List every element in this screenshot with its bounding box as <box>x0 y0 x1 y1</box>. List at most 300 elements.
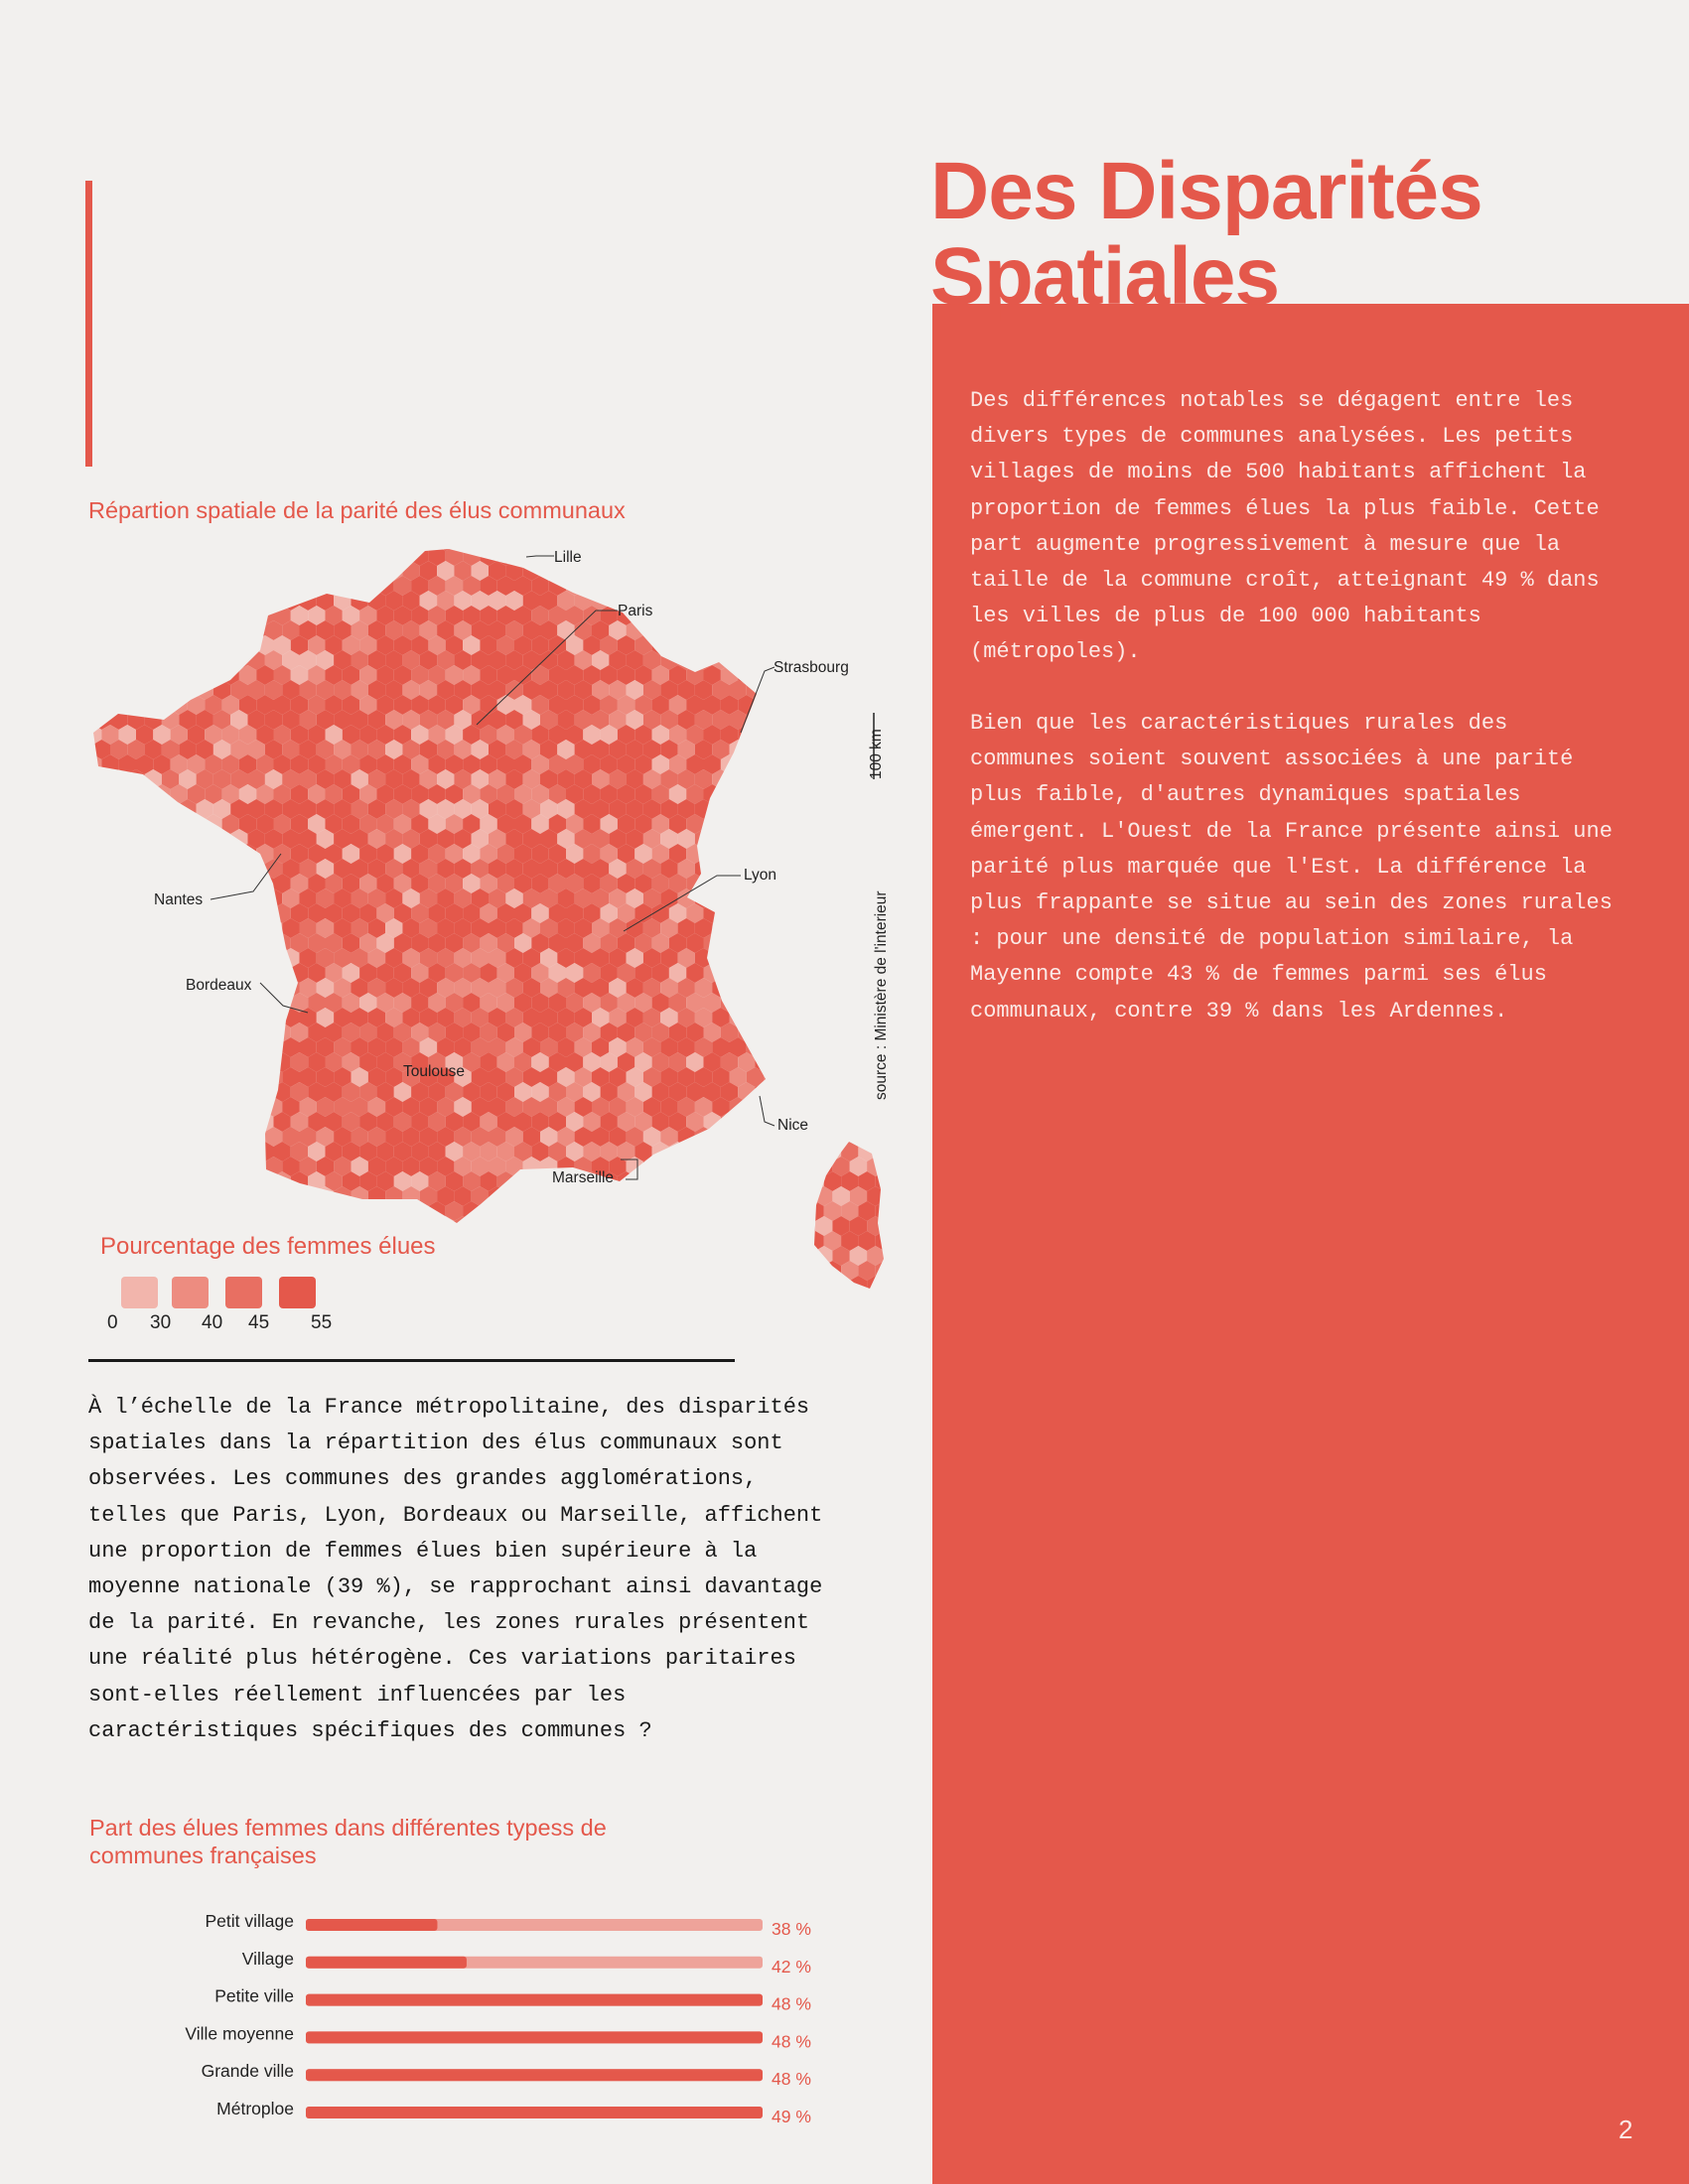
map-hex <box>171 635 188 655</box>
map-hex <box>815 680 832 700</box>
map-hex <box>75 1276 92 1291</box>
map-hex <box>197 948 213 968</box>
map-hex <box>730 531 747 551</box>
map-hex <box>127 1097 144 1117</box>
map-hex <box>721 606 738 625</box>
map-hex <box>798 1067 815 1087</box>
map-hex <box>747 888 764 908</box>
map-hex <box>686 1261 703 1281</box>
map-hex <box>119 1052 136 1072</box>
map-hex <box>162 591 179 611</box>
map-hex <box>205 665 221 685</box>
map-hex <box>660 591 677 611</box>
map-hex <box>93 680 110 700</box>
map-hex <box>188 1142 205 1161</box>
map-hex <box>93 591 110 611</box>
map-hex <box>807 844 824 864</box>
map-hex <box>239 993 256 1013</box>
map-hex <box>197 859 213 879</box>
map-hex <box>704 576 721 596</box>
map-hex <box>858 546 875 566</box>
map-hex <box>592 1246 609 1266</box>
map-hex <box>618 1261 634 1281</box>
map-hex <box>197 1157 213 1176</box>
map-hex <box>540 1216 557 1236</box>
map-hex <box>747 948 764 968</box>
map-hex <box>197 591 213 611</box>
map-hex <box>824 606 841 625</box>
map-hex <box>815 1037 832 1057</box>
map-hex <box>171 933 188 953</box>
map-hex <box>704 1201 721 1221</box>
map-hex <box>815 978 832 998</box>
map-hex <box>747 1246 764 1266</box>
map-hex <box>884 1186 894 1206</box>
map-hex <box>747 769 764 789</box>
map-hex <box>222 844 239 864</box>
legend-swatch-3 <box>225 1277 262 1308</box>
map-hex <box>75 1008 92 1027</box>
map-hex <box>747 531 764 551</box>
map-hex <box>101 1112 118 1132</box>
legend-swatch-2 <box>172 1277 209 1308</box>
city-label-toulouse: Toulouse <box>403 1063 466 1080</box>
map-hex <box>583 1231 600 1251</box>
map-hex <box>773 993 789 1013</box>
map-hex <box>162 918 179 938</box>
bar-value-label: 49 % <box>772 2107 811 2124</box>
map-hex <box>730 561 747 581</box>
map-hex <box>282 561 299 581</box>
map-hex <box>756 903 773 923</box>
map-hex <box>712 561 729 581</box>
map-hex <box>119 1201 136 1221</box>
map-hex <box>136 784 153 804</box>
map-hex <box>222 874 239 893</box>
map-hex <box>239 546 256 566</box>
map-hex <box>446 1231 463 1251</box>
map-hex <box>764 1097 780 1117</box>
map-hex <box>575 531 592 551</box>
map-hex <box>747 918 764 938</box>
map-hex <box>764 1037 780 1057</box>
map-hex <box>798 710 815 730</box>
map-hex <box>867 531 884 551</box>
map-hex <box>514 1261 531 1281</box>
map-hex <box>127 531 144 551</box>
map-hex <box>764 888 780 908</box>
map-hex <box>695 1216 712 1236</box>
map-hex <box>738 784 755 804</box>
map-hex <box>523 1216 540 1236</box>
map-hex <box>807 963 824 983</box>
map-hex <box>789 725 806 745</box>
map-hex <box>136 1023 153 1042</box>
map-hex <box>110 561 127 581</box>
map-hex <box>127 948 144 968</box>
map-hex <box>93 948 110 968</box>
map-hex <box>618 546 634 566</box>
map-hex <box>162 1157 179 1176</box>
map-hex <box>101 963 118 983</box>
map-hex <box>540 531 557 551</box>
map-hex <box>171 1142 188 1161</box>
map-hex <box>205 933 221 953</box>
map-hex <box>712 1216 729 1236</box>
map-hex <box>841 725 858 745</box>
map-hex <box>850 561 867 581</box>
map-hex <box>721 784 738 804</box>
map-hex <box>205 903 221 923</box>
map-hex <box>489 1246 505 1266</box>
map-hex <box>162 1186 179 1206</box>
map-hex <box>807 903 824 923</box>
map-hex <box>686 576 703 596</box>
map-hex <box>101 1171 118 1191</box>
map-hex <box>867 561 884 581</box>
map-hex <box>730 591 747 611</box>
map-hex <box>652 1171 669 1191</box>
map-hex <box>738 546 755 566</box>
map-hex <box>764 740 780 759</box>
map-hex <box>179 591 196 611</box>
map-hex <box>188 546 205 566</box>
map-hex <box>773 754 789 774</box>
map-hex <box>764 978 780 998</box>
map-hex <box>721 1261 738 1281</box>
map-hex <box>84 933 101 953</box>
map-hex <box>721 933 738 953</box>
map-hex <box>738 606 755 625</box>
map-hex <box>256 576 273 596</box>
map-hex <box>841 963 858 983</box>
map-hex <box>747 1008 764 1027</box>
city-label-bordeaux: Bordeaux <box>186 977 252 994</box>
map-hex <box>256 963 273 983</box>
map-hex <box>721 1231 738 1251</box>
map-hex <box>824 695 841 715</box>
map-hex <box>566 1201 583 1221</box>
map-hex <box>756 754 773 774</box>
map-hex <box>634 1231 651 1251</box>
map-hex <box>850 680 867 700</box>
map-hex <box>136 874 153 893</box>
map-hex <box>764 1276 780 1291</box>
map-hex <box>188 844 205 864</box>
map-hex <box>540 1276 557 1291</box>
map-hex <box>704 844 721 864</box>
map-hex <box>824 1082 841 1102</box>
map-hex <box>712 799 729 819</box>
map-hex <box>789 844 806 864</box>
map-hex <box>291 576 308 596</box>
map-hex <box>712 888 729 908</box>
map-hex <box>420 531 437 551</box>
map-hex <box>205 874 221 893</box>
map-hex <box>867 799 884 819</box>
map-hex <box>446 1261 463 1281</box>
map-hex <box>274 1201 291 1221</box>
map-hex <box>773 844 789 864</box>
map-hex <box>188 606 205 625</box>
map-hex <box>230 1008 247 1027</box>
map-hex <box>101 993 118 1013</box>
map-hex <box>197 918 213 938</box>
map-hex <box>695 561 712 581</box>
map-hex <box>359 1201 376 1221</box>
map-hex <box>239 1112 256 1132</box>
map-hex <box>660 1246 677 1266</box>
map-hex <box>669 1201 686 1221</box>
map-hex <box>858 576 875 596</box>
map-hex <box>832 1097 849 1117</box>
map-hex <box>145 1067 162 1087</box>
map-hex <box>678 1276 695 1291</box>
map-hex <box>171 1082 188 1102</box>
map-hex <box>781 710 798 730</box>
map-hex <box>832 710 849 730</box>
map-hex <box>540 1246 557 1266</box>
map-hex <box>815 829 832 849</box>
map-hex <box>858 695 875 715</box>
map-hex <box>93 531 110 551</box>
map-hex <box>781 1216 798 1236</box>
map-hex <box>205 635 221 655</box>
map-hex <box>197 1127 213 1147</box>
map-hex <box>686 1201 703 1221</box>
map-hex <box>730 1157 747 1176</box>
map-hex <box>867 620 884 640</box>
map-hex <box>781 918 798 938</box>
map-hex <box>308 576 325 596</box>
map-hex <box>832 1067 849 1087</box>
map-hex <box>781 1067 798 1087</box>
map-hex <box>609 1246 626 1266</box>
map-hex <box>205 1023 221 1042</box>
map-hex <box>256 993 273 1013</box>
bar <box>306 1919 437 1931</box>
map-hex <box>618 1201 634 1221</box>
map-hex <box>669 546 686 566</box>
map-hex <box>274 546 291 566</box>
map-hex <box>730 1186 747 1206</box>
legend-tick-45: 45 <box>248 1312 270 1333</box>
map-hex <box>153 993 170 1013</box>
map-hex <box>832 1127 849 1147</box>
map-hex <box>712 531 729 551</box>
map-hex <box>756 784 773 804</box>
map-hex <box>841 903 858 923</box>
map-hex <box>738 635 755 655</box>
map-hex <box>127 561 144 581</box>
map-hex <box>773 1231 789 1251</box>
map-hex <box>712 1157 729 1176</box>
map-hex <box>145 1037 162 1057</box>
bar <box>306 1957 467 1969</box>
map-hex <box>815 799 832 819</box>
map-hex <box>75 561 92 581</box>
map-hex <box>832 1037 849 1057</box>
map-hex <box>463 1231 480 1251</box>
map-hex <box>643 1276 660 1291</box>
map-hex <box>171 1023 188 1042</box>
map-hex <box>489 1276 505 1291</box>
map-hex <box>832 918 849 938</box>
map-hex <box>127 1037 144 1057</box>
map-hex <box>127 859 144 879</box>
map-hex <box>179 918 196 938</box>
map-hex <box>756 933 773 953</box>
map-hex <box>179 620 196 640</box>
map-hex <box>197 829 213 849</box>
map-hex <box>205 606 221 625</box>
map-hex <box>704 1231 721 1251</box>
map-hex <box>634 576 651 596</box>
map-hex <box>188 814 205 834</box>
map-hex <box>798 978 815 998</box>
map-hex <box>248 1186 265 1206</box>
map-hex <box>411 1261 428 1281</box>
map-hex <box>101 903 118 923</box>
map-hex <box>781 1276 798 1291</box>
map-hex <box>162 1008 179 1027</box>
map-hex <box>789 754 806 774</box>
map-hex <box>807 635 824 655</box>
map-hex <box>876 1112 893 1132</box>
map-hex <box>824 635 841 655</box>
map-hex <box>162 829 179 849</box>
map-hex <box>798 948 815 968</box>
map-hex <box>101 844 118 864</box>
map-hex <box>119 933 136 953</box>
map-hex <box>75 769 92 789</box>
map-hex <box>730 978 747 998</box>
map-hex <box>781 531 798 551</box>
map-hex <box>326 1201 343 1221</box>
map-hex <box>93 978 110 998</box>
city-label-nice: Nice <box>777 1117 809 1134</box>
map-hex <box>704 546 721 566</box>
map-hex <box>197 1008 213 1027</box>
map-hex <box>162 1067 179 1087</box>
map-hex <box>136 546 153 566</box>
map-hex <box>205 1112 221 1132</box>
map-hex <box>807 814 824 834</box>
bar-value-label: 38 % <box>772 1919 811 1939</box>
map-hex <box>781 1097 798 1117</box>
map-hex <box>188 1023 205 1042</box>
map-hex <box>781 1008 798 1027</box>
map-hex <box>222 1142 239 1161</box>
map-hex <box>162 1097 179 1117</box>
map-hex <box>773 1201 789 1221</box>
map-hex <box>136 1201 153 1221</box>
map-hex <box>876 844 893 864</box>
map-hex <box>756 695 773 715</box>
legend-tick-55: 55 <box>311 1312 333 1333</box>
map-hex <box>789 933 806 953</box>
map-hex <box>669 1171 686 1191</box>
map-hex <box>549 1261 566 1281</box>
map-hex <box>222 903 239 923</box>
map-hex <box>773 606 789 625</box>
map-hex <box>514 1171 531 1191</box>
map-hex <box>601 1231 618 1251</box>
map-hex <box>789 1231 806 1251</box>
map-hex <box>850 769 867 789</box>
map-hex <box>505 531 522 551</box>
map-hex <box>213 1157 230 1176</box>
map-hex <box>876 546 893 566</box>
map-hex <box>162 978 179 998</box>
map-hex <box>454 1276 471 1291</box>
map-hex <box>841 814 858 834</box>
map-hex <box>807 606 824 625</box>
map-hex <box>213 650 230 670</box>
map-hex <box>145 1157 162 1176</box>
map-hex <box>627 1186 643 1206</box>
map-hex <box>798 918 815 938</box>
map-hex <box>738 993 755 1013</box>
map-hex <box>110 650 127 670</box>
map-hex <box>858 814 875 834</box>
map-hex <box>764 1067 780 1087</box>
map-hex <box>145 531 162 551</box>
map-hex <box>841 1023 858 1042</box>
map-hex <box>738 844 755 864</box>
map-hex <box>256 1171 273 1191</box>
map-hex <box>841 1112 858 1132</box>
map-hex <box>75 948 92 968</box>
map-hex <box>93 799 110 819</box>
map-hex <box>721 576 738 596</box>
map-hex <box>75 888 92 908</box>
map-hex <box>368 561 385 581</box>
map-hex <box>127 1157 144 1176</box>
map-hex <box>609 1276 626 1291</box>
map-hex <box>627 531 643 551</box>
map-hex <box>497 1231 514 1251</box>
map-hex <box>153 814 170 834</box>
map-hex <box>764 1157 780 1176</box>
panel-paragraph-2: Bien que les caractéristiques rurales des communes soient souvent associées à une parité plus faible, d'autres dynamiques spatiales émergent. L'Ouest de la France présente ainsi une parité plus marquée que l'Est. La différence la plus frappante se situe au sein des zones rurales : pour une densité de population similaire, la Mayenne compte 43 % de femmes parmi ses élus communaux, contre 39 % dans les Ardennes. <box>970 711 1613 1024</box>
map-hex <box>153 1171 170 1191</box>
map-hex <box>807 1142 824 1161</box>
map-hex <box>75 1186 92 1206</box>
map-hex <box>695 1157 712 1176</box>
map-hex <box>815 888 832 908</box>
map-hex <box>557 1186 574 1206</box>
map-hex <box>179 680 196 700</box>
hex-map <box>0 516 894 1291</box>
map-hex <box>841 576 858 596</box>
map-hex <box>145 1008 162 1027</box>
map-hex <box>188 1052 205 1072</box>
map-hex <box>188 1082 205 1102</box>
map-hex <box>136 1142 153 1161</box>
map-hex <box>101 784 118 804</box>
map-hex <box>84 1201 101 1221</box>
map-hex <box>669 606 686 625</box>
map-hex <box>385 531 402 551</box>
map-hex <box>704 874 721 893</box>
map-hex <box>721 635 738 655</box>
map-hex <box>678 561 695 581</box>
map-hex <box>566 1231 583 1251</box>
map-hex <box>824 933 841 953</box>
map-hex <box>197 1097 213 1117</box>
map-hex <box>213 859 230 879</box>
